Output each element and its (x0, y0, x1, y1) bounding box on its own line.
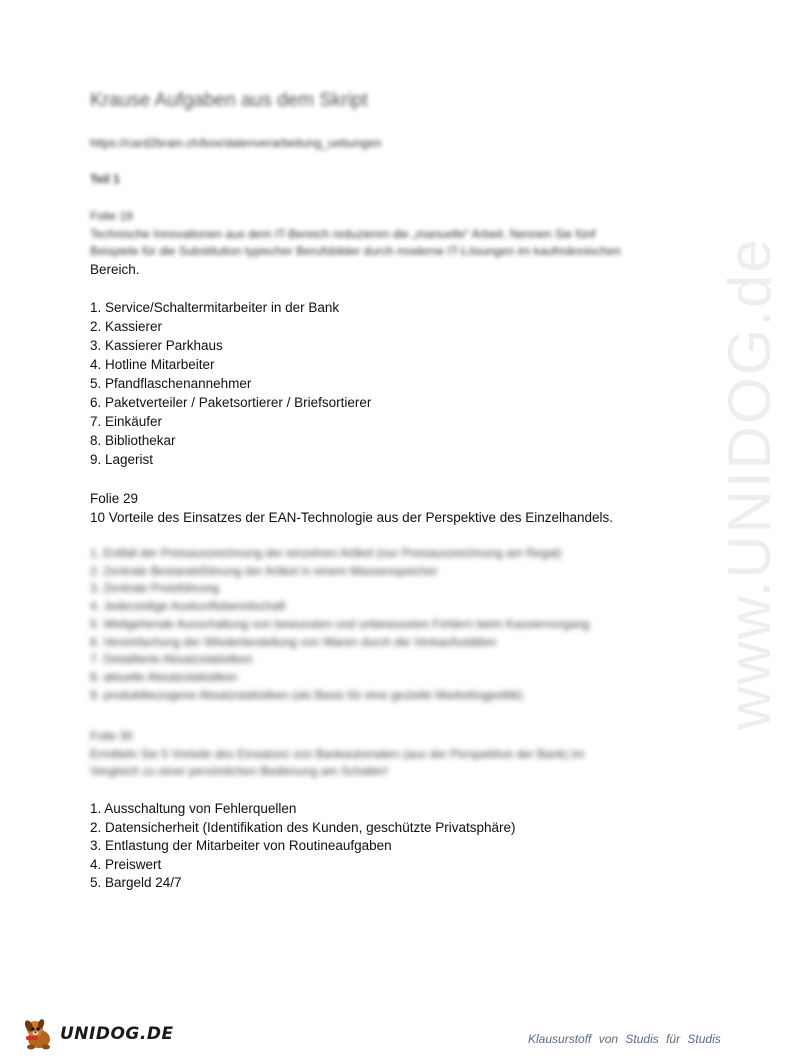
list-item: 7. Einkäufer (90, 414, 163, 429)
watermark (645, 237, 785, 740)
folie30-answer-list (90, 800, 650, 893)
list-item: 9. produktbezogene Absatzstatistiken (als Basis für eine gezielte Marketingpolitik) (90, 687, 523, 702)
list-item: 1. Service/Schaltermitarbeiter in der Bank (90, 300, 340, 315)
folie29-answer-list (90, 545, 650, 704)
list-item: 6. Vereinfachung der Wiederbestellung von Waren durch die Verkaufsstätten (90, 634, 497, 649)
list-item: 8. Bibliothekar (90, 433, 176, 448)
section-heading: Teil 1 (90, 172, 120, 186)
list-item: 1. Entfall der Preisauszeichnung der einzelnen Artikel (nur Preisauszeichnung am Regal) (90, 546, 562, 560)
source-url: https://card2brain.ch/box/datenverarbeitung_uebungen (90, 136, 382, 150)
footer-slogan: Klausurstoff von Studis für Studis (528, 1032, 721, 1046)
folie30-heading: Folie 30 (90, 729, 133, 743)
list-item: 7. Detaillierte Absatzstatistiken (90, 652, 253, 667)
watermark-text: www.UNIDOG.de (716, 237, 783, 730)
folie29-section (90, 489, 650, 527)
list-item: 5. Weitgehende Ausschaltung von bewussten und unbewussten Fehlern beim Kassiervorgang (90, 616, 590, 631)
folie29-heading: Folie 29 (90, 491, 139, 506)
logo-text: UNIDOG.DE (60, 1024, 174, 1044)
list-item: 2. Kassierer (90, 319, 163, 334)
list-item: 3. Zentrale Preisführung (90, 581, 219, 596)
page-title: Krause Aufgaben aus dem Skript (90, 90, 368, 111)
folie19-question-line3: Bereich. (90, 262, 140, 278)
dog-mascot-icon (22, 1017, 58, 1051)
list-item: 3. Kassierer Parkhaus (90, 338, 223, 353)
folie30-question-line1: Ermitteln Sie 5 Vorteile des Einsatzes von Bankautomaten (aus der Perspektive der Bank) im (90, 746, 585, 761)
list-item: 5. Pfandflaschenannehmer (90, 376, 252, 391)
unidog-logo (22, 1015, 174, 1053)
folie19-question-line2: Beispiele für die Substitution typischer Berufsbilder durch moderne IT-Lösungen im kaufmännischen (90, 244, 621, 259)
list-item: 8. aktuelle Absatzstatistiken (90, 669, 238, 684)
folie30-question-line2: Vergleich zu einer persönlichen Bedienung am Schalter! (90, 764, 389, 779)
list-item: 2. Datensicherheit (Identifikation des Kunden, geschützte Privatsphäre) (90, 819, 516, 835)
folie29-question: 10 Vorteile des Einsatzes der EAN-Technologie aus der Perspektive des Einzelhandels. (90, 510, 614, 525)
list-item: 5. Bargeld 24/7 (90, 875, 182, 890)
list-item: 4. Hotline Mitarbeiter (90, 357, 215, 372)
list-item: 4. Jederzeitige Auskunftsbereitschaft (90, 599, 286, 614)
list-item: 6. Paketverteiler / Paketsortierer / Briefsortierer (90, 395, 372, 410)
folie19-section (90, 208, 650, 278)
list-item: 3. Entlastung der Mitarbeiter von Routineaufgaben (90, 838, 392, 853)
folie19-answer-list (90, 298, 650, 469)
folie19-heading: Folie 19 (90, 209, 133, 223)
list-item: 1. Ausschaltung von Fehlerquellen (90, 801, 297, 816)
list-item: 9. Lagerist (90, 452, 154, 467)
folie30-section (90, 728, 650, 781)
list-item: 2. Zentrale Bestandsführung der Artikel in einem Massenspeicher (90, 563, 438, 578)
list-item: 4. Preiswert (90, 856, 162, 872)
folie19-question-line1: Technische Innovationen aus dem IT-Bereich reduzieren die „manuelle“ Arbeit. Nennen Sie fünf (90, 226, 596, 241)
